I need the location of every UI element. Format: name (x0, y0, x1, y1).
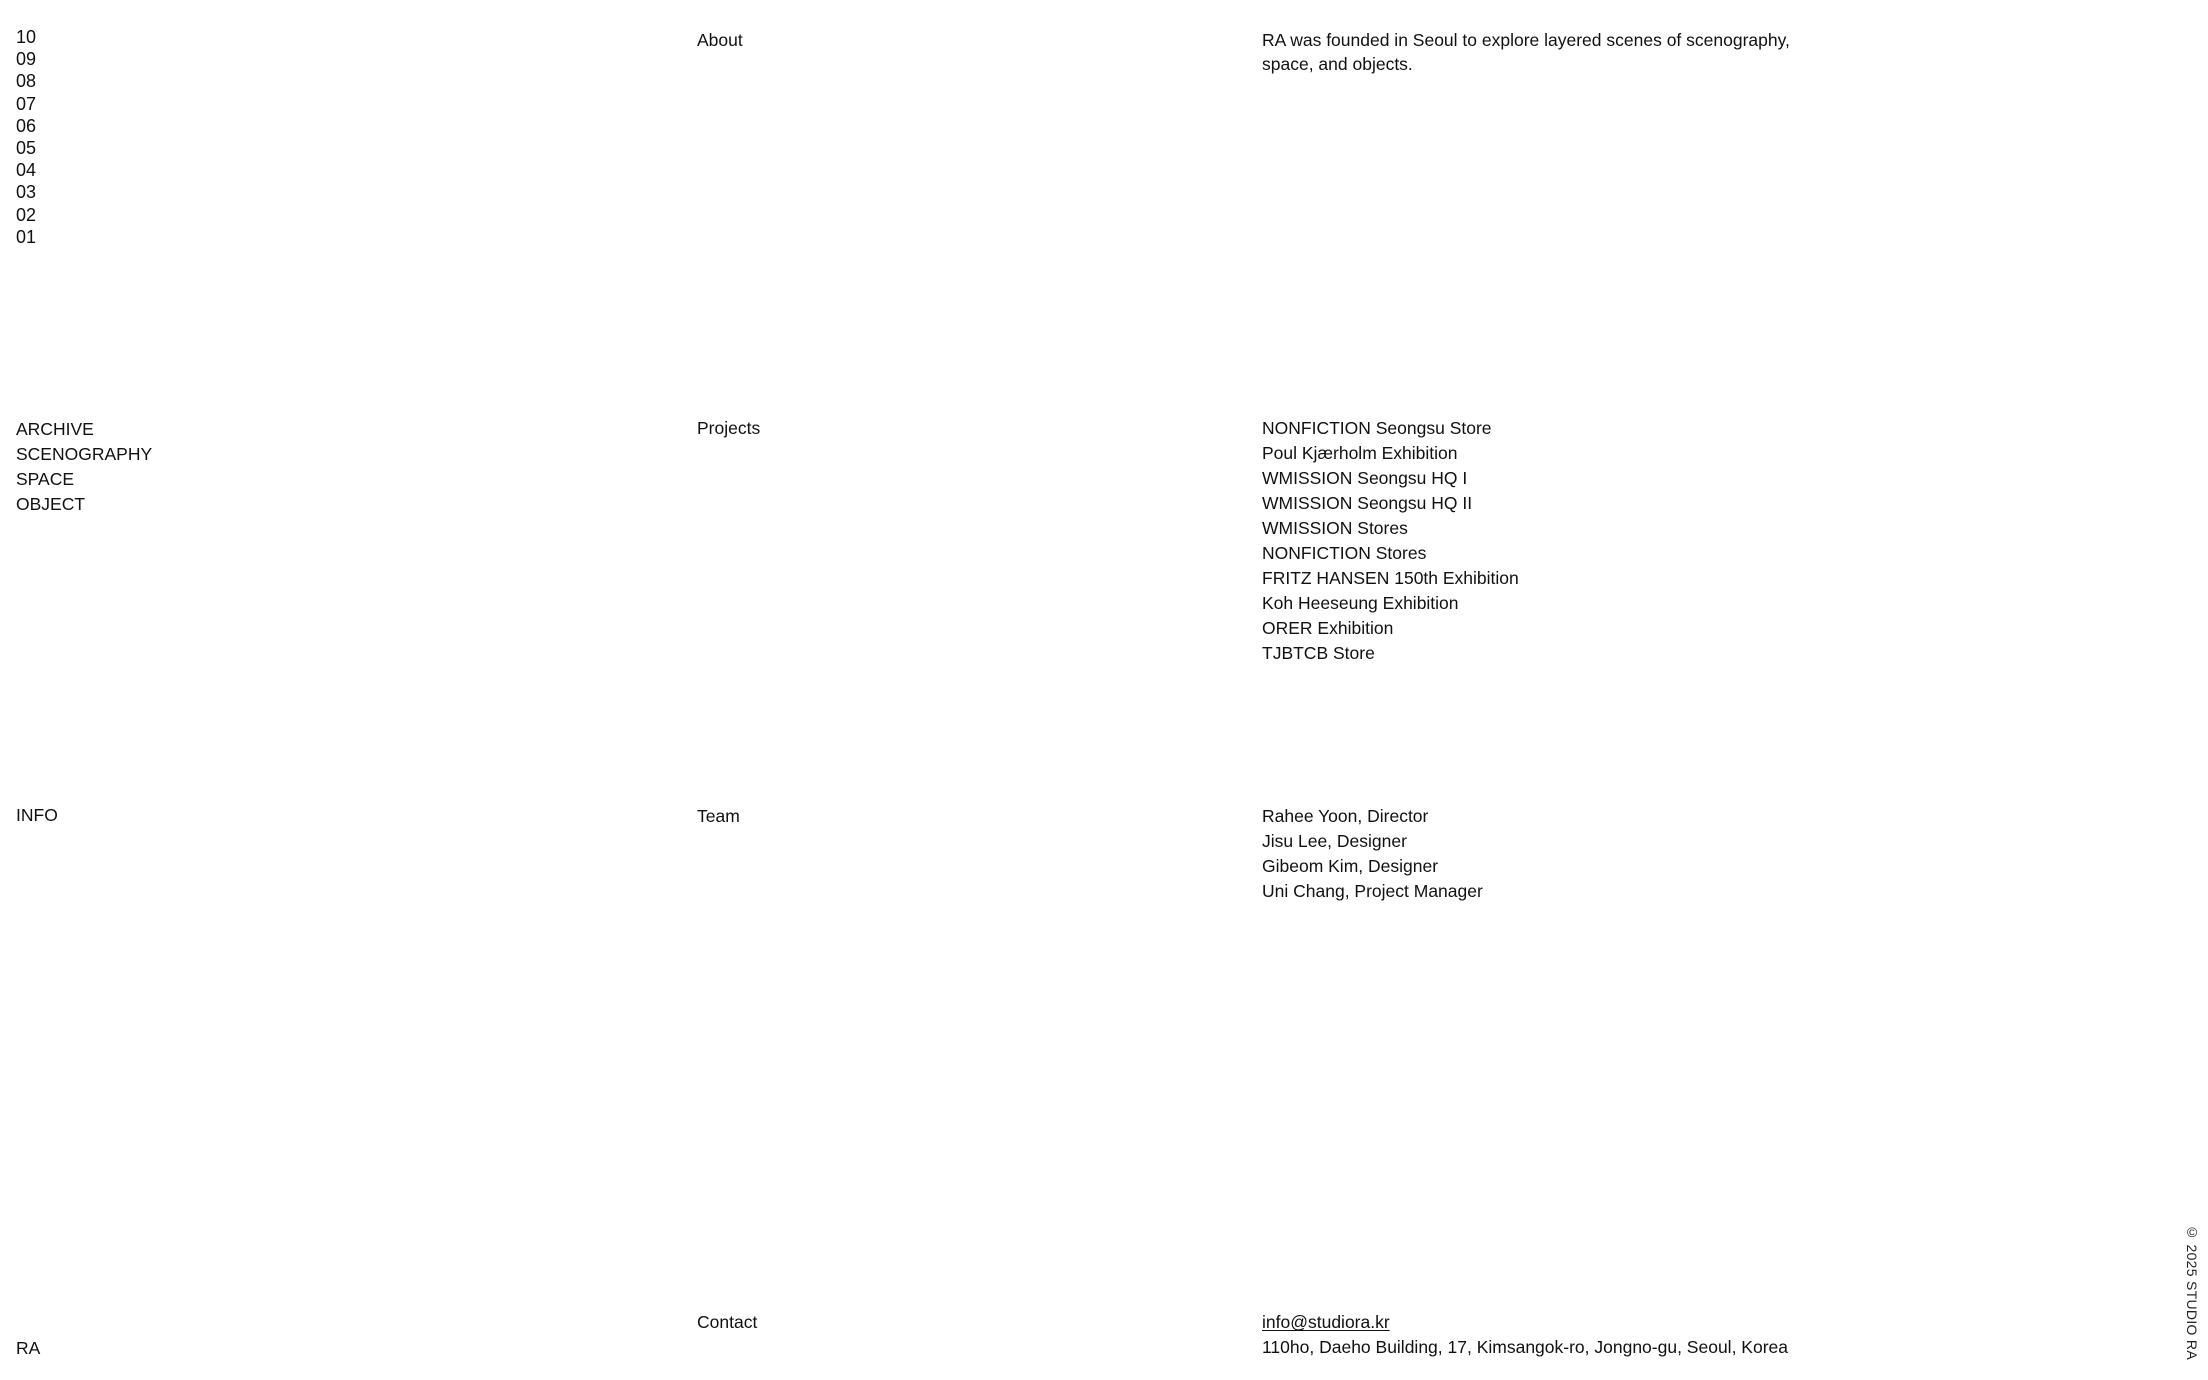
index-number-06[interactable]: 06 (16, 115, 37, 136)
brand-logo-link[interactable]: RA (16, 1338, 41, 1358)
copyright-notice: © 2025 STUDIO RA (2184, 1224, 2200, 1360)
index-number-07[interactable]: 07 (16, 93, 37, 114)
index-number-04[interactable]: 04 (16, 160, 37, 181)
project-item[interactable]: WMISSION Seongsu HQ I (1262, 468, 1468, 488)
section-label-contact: Contact (697, 1312, 758, 1332)
project-item[interactable]: Koh Heeseung Exhibition (1262, 593, 1459, 613)
nav-item-object[interactable]: OBJECT (16, 494, 86, 514)
team-member: Gibeom Kim, Designer (1262, 856, 1439, 876)
nav-item-info[interactable]: INFO (16, 805, 58, 825)
project-item[interactable]: NONFICTION Seongsu Store (1262, 418, 1492, 438)
index-number-02[interactable]: 02 (16, 204, 37, 225)
category-nav (16, 417, 152, 517)
contact-email-link[interactable]: info@studiora.kr (1262, 1312, 1390, 1332)
project-item[interactable]: NONFICTION Stores (1262, 543, 1427, 563)
nav-item-archive[interactable]: ARCHIVE (16, 419, 94, 439)
index-number-10[interactable]: 10 (16, 27, 37, 47)
nav-item-scenography[interactable]: SCENOGRAPHY (16, 444, 153, 464)
section-label-about: About (697, 30, 743, 50)
index-number-05[interactable]: 05 (16, 138, 37, 159)
about-description: RA was founded in Seoul to explore layered scenes of scenography, space, and objects. (1262, 30, 1790, 74)
index-number-03[interactable]: 03 (16, 182, 37, 203)
team-member: Jisu Lee, Designer (1262, 831, 1407, 851)
nav-item-space[interactable]: SPACE (16, 469, 75, 489)
contact-address: 110ho, Daeho Building, 17, Kimsangok-ro, Jongno-gu, Seoul, Korea (1262, 1337, 1788, 1357)
index-number-08[interactable]: 08 (16, 71, 37, 92)
project-item[interactable]: Poul Kjærholm Exhibition (1262, 443, 1458, 463)
project-item[interactable]: ORER Exhibition (1262, 618, 1394, 638)
section-label-projects: Projects (697, 418, 761, 438)
section-label-team: Team (697, 806, 740, 826)
project-item[interactable]: WMISSION Seongsu HQ II (1262, 493, 1473, 513)
index-number-09[interactable]: 09 (16, 49, 37, 70)
team-member: Uni Chang, Project Manager (1262, 881, 1483, 901)
project-item[interactable]: WMISSION Stores (1262, 518, 1408, 538)
contact-block (1262, 1310, 1788, 1360)
project-item[interactable]: FRITZ HANSEN 150th Exhibition (1262, 568, 1519, 588)
team-list (1262, 804, 1483, 904)
index-number-list (16, 26, 36, 248)
team-member: Rahee Yoon, Director (1262, 806, 1429, 826)
project-item[interactable]: TJBTCB Store (1262, 643, 1375, 663)
index-number-01[interactable]: 01 (16, 226, 37, 247)
project-list (1262, 416, 1519, 666)
